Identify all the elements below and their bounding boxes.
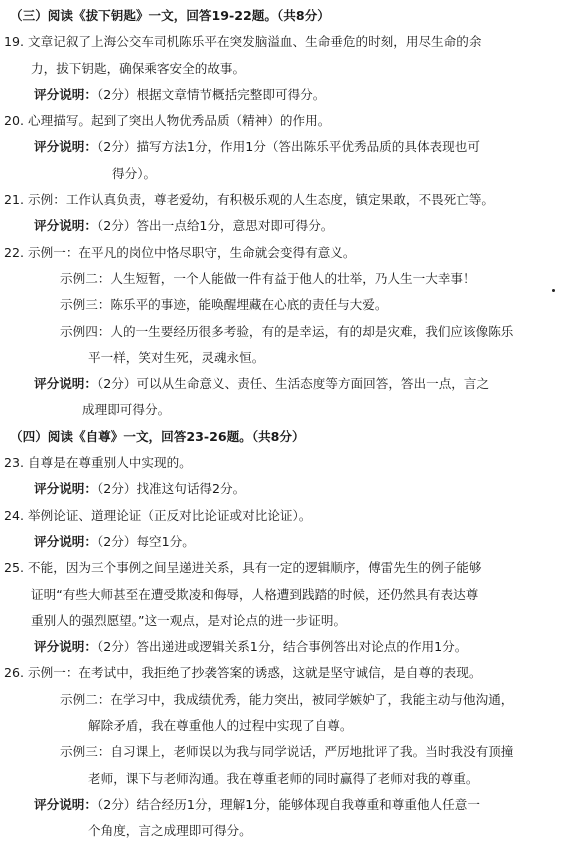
scoring-label: 评分说明： [34, 481, 97, 497]
q20-answer: 20. 心理描写。起到了突出人物优秀品质（精神）的作用。 [4, 113, 331, 129]
q26-example-1: 26. 示例一：在考试中，我拒绝了抄袭答案的诱惑，这就是坚守诚信，是自尊的表现。 [4, 665, 482, 681]
q22-example-3: 示例三：陈乐平的事迹，能唤醒埋藏在心底的责任与大爱。 [60, 297, 388, 313]
q21-scoring [0, 213, 567, 239]
scoring-label: 评分说明： [34, 218, 97, 234]
q21-answer: 21. 示例：工作认真负责，尊老爱幼，有积极乐观的人生态度，镇定果敢，不畏死亡等。 [4, 192, 495, 208]
scoring-text: （2分）描写方法1分，作用1分（答出陈乐平优秀品质的具体表现也可 [96, 139, 480, 155]
q25-answer-cont-1: 证明“有些大师甚至在遭受欺凌和侮辱，人格遭到践踏的时候，还仍然具有表达尊 [31, 586, 479, 602]
q19-answer: 19. 文章记叙了上海公交车司机陈乐平在突发脑溢血、生命垂危的时刻，用尽生命的余 [4, 34, 482, 50]
q26-scoring-cont: 个角度，言之成理即可得分。 [88, 823, 252, 839]
q19-answer-cont: 力，拔下钥匙，确保乘客安全的故事。 [31, 60, 246, 76]
stray-dot-mark [552, 289, 555, 292]
q24-answer: 24. 举例论证、道理论证（正反对比论证或对比论证）。 [4, 507, 312, 523]
q22-example-2: 示例二：人生短暂，一个人能做一件有益于他人的壮举，乃人生一大幸事！ [60, 270, 476, 286]
scoring-text: （2分）可以从生命意义、责任、生活态度等方面回答，答出一点，言之 [96, 376, 490, 392]
q25-answer: 25. 不能，因为三个事例之间呈递进关系，具有一定的逻辑顺序，傅雷先生的例子能够 [4, 560, 482, 576]
scoring-label: 评分说明： [34, 139, 97, 155]
scoring-text: （2分）答出递进或逻辑关系1分，结合事例答出对论点的作用1分。 [96, 639, 468, 655]
answer-key-page [0, 3, 567, 845]
q22-example-4: 示例四：人的一生要经历很多考验，有的是幸运，有的却是灾难，我们应该像陈乐 [60, 323, 514, 339]
q26-example-2: 示例二：在学习中，我成绩优秀，能力突出，被同学嫉妒了，我能主动与他沟通， [60, 691, 514, 707]
section-4-heading: （四）阅读《自尊》一文，回答23-26题。（共8分） [10, 428, 305, 444]
q25-scoring [0, 634, 567, 660]
q23-scoring [0, 476, 567, 502]
q23-answer: 23. 自尊是在尊重别人中实现的。 [4, 455, 192, 471]
q24-scoring [0, 529, 567, 555]
q20-scoring [0, 134, 567, 160]
scoring-text: （2分）每空1分。 [96, 533, 195, 549]
q22-example-4-cont: 平一样，笑对生死，灵魂永恒。 [88, 349, 265, 365]
q26-example-3: 示例三：自习课上，老师误以为我与同学说话，严厉地批评了我。当时我没有顶撞 [60, 744, 514, 760]
q26-example-2-cont: 解除矛盾，我在尊重他人的过程中实现了自尊。 [88, 718, 353, 734]
q19-scoring [0, 82, 567, 108]
q22-scoring [0, 371, 567, 397]
scoring-label: 评分说明： [34, 376, 97, 392]
scoring-label: 评分说明： [34, 86, 97, 102]
scoring-text: （2分）找准这句话得2分。 [96, 481, 246, 497]
section-3-heading: （三）阅读《拔下钥匙》一文，回答19-22题。（共8分） [10, 8, 330, 23]
scoring-label: 评分说明： [34, 533, 97, 549]
q22-example-1: 22. 示例一：在平凡的岗位中恪尽职守，生命就会变得有意义。 [4, 244, 356, 260]
q25-answer-cont-2: 重别人的强烈愿望。”这一观点，是对论点的进一步证明。 [31, 612, 347, 628]
scoring-text: （2分）根据文章情节概括完整即可得分。 [96, 86, 326, 102]
scoring-text: （2分）答出一点给1分，意思对即可得分。 [96, 218, 334, 234]
scoring-text: （2分）结合经历1分，理解1分，能够体现自我尊重和尊重他人任意一 [96, 796, 480, 812]
q26-scoring [0, 792, 567, 818]
scoring-label: 评分说明： [34, 796, 97, 812]
q20-scoring-cont: 得分）。 [112, 165, 157, 181]
q26-example-3-cont: 老师，课下与老师沟通。我在尊重老师的同时赢得了老师对我的尊重。 [88, 770, 479, 786]
scoring-label: 评分说明： [34, 639, 97, 655]
q22-scoring-cont: 成理即可得分。 [82, 402, 171, 418]
